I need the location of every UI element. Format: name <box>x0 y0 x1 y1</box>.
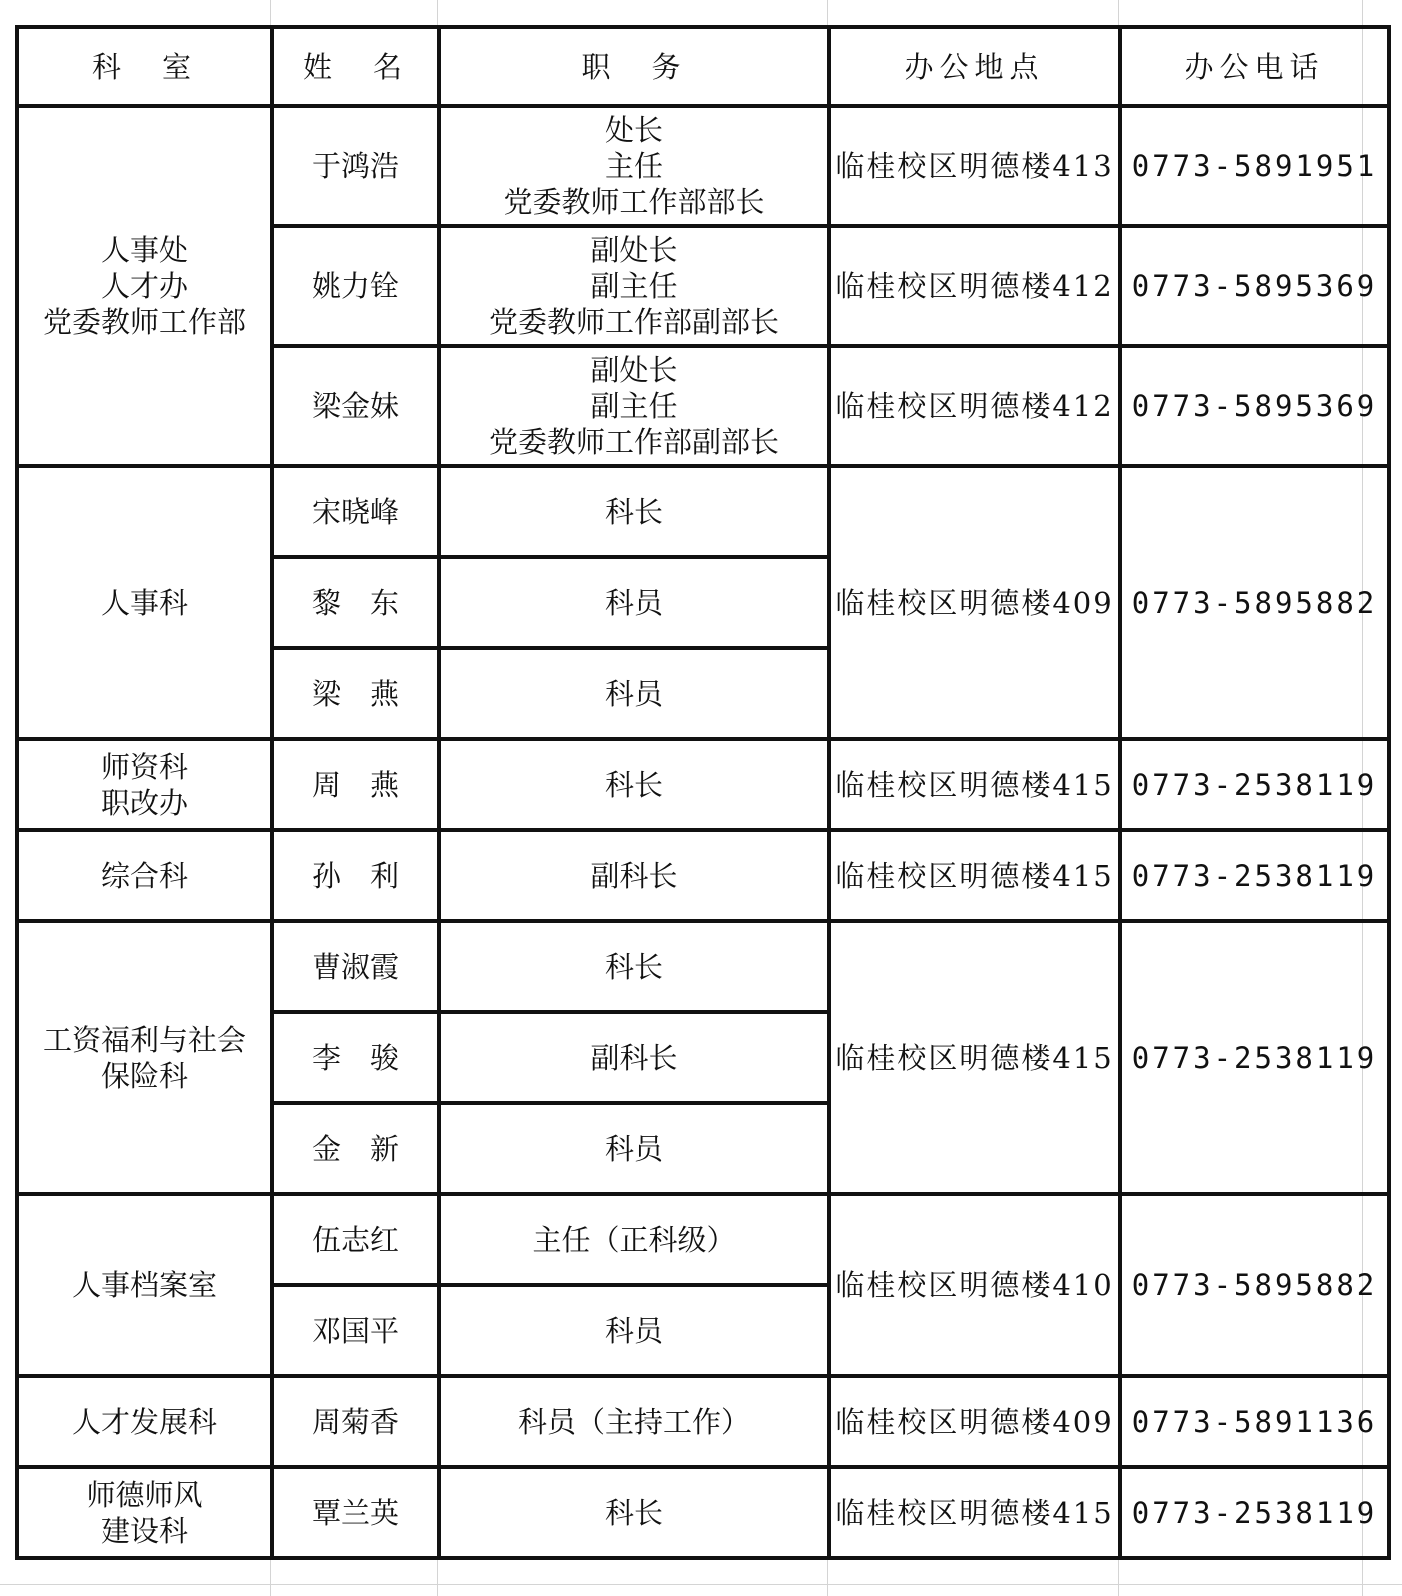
name-cell: 梁金妹 <box>272 346 439 466</box>
position-line: 副主任 <box>590 389 678 423</box>
location-cell: 临桂校区明德楼415 <box>829 921 1120 1194</box>
dept-cell <box>17 830 272 921</box>
table-row <box>17 921 1389 1012</box>
position-line: 副主任 <box>590 269 678 303</box>
name-cell: 覃兰英 <box>272 1467 439 1558</box>
phone-cell: 0773-5895369 <box>1120 226 1389 346</box>
dept-line: 师德师风 <box>86 1477 203 1512</box>
phone-cell: 0773-5891951 <box>1120 106 1389 226</box>
name-cell: 周菊香 <box>272 1376 439 1467</box>
dept-cell <box>17 739 272 830</box>
location-cell: 临桂校区明德楼415 <box>829 739 1120 830</box>
position-cell: 科长 <box>439 739 829 830</box>
dept-line: 师资科 <box>100 749 188 784</box>
phone-cell: 0773-5895882 <box>1120 1194 1389 1376</box>
phone-cell: 0773-5895369 <box>1120 346 1389 466</box>
name-cell: 梁 燕 <box>272 648 439 739</box>
dept-cell <box>17 1376 272 1467</box>
dept-line: 保险科 <box>100 1058 188 1093</box>
name-cell: 周 燕 <box>272 739 439 830</box>
dept-line: 人才发展科 <box>71 1404 217 1439</box>
location-cell: 临桂校区明德楼409 <box>829 466 1120 739</box>
location-cell: 临桂校区明德楼412 <box>829 226 1120 346</box>
position-cell: 科长 <box>439 921 829 1012</box>
dept-line: 人才办 <box>100 269 188 303</box>
name-cell: 金 新 <box>272 1103 439 1194</box>
position-cell: 科员 <box>439 557 829 648</box>
phone-cell: 0773-2538119 <box>1120 830 1389 921</box>
location-cell: 临桂校区明德楼409 <box>829 1376 1120 1467</box>
position-line: 党委教师工作部部长 <box>503 185 765 219</box>
location-cell: 临桂校区明德楼415 <box>829 830 1120 921</box>
position-cell <box>439 106 829 226</box>
position-cell: 科员（主持工作） <box>439 1376 829 1467</box>
header-row <box>17 27 1389 106</box>
position-cell: 科长 <box>439 466 829 557</box>
phone-cell: 0773-2538119 <box>1120 921 1389 1194</box>
position-line: 党委教师工作部副部长 <box>488 305 779 339</box>
header-location: 办公地点 <box>829 27 1120 106</box>
dept-line: 职改办 <box>100 785 188 820</box>
dept-line: 人事处 <box>100 233 188 267</box>
phone-cell: 0773-5895882 <box>1120 466 1389 739</box>
dept-cell <box>17 106 272 466</box>
location-cell: 临桂校区明德楼412 <box>829 346 1120 466</box>
table-row <box>17 1376 1389 1467</box>
phone-cell: 0773-5891136 <box>1120 1376 1389 1467</box>
phone-cell: 0773-2538119 <box>1120 1467 1389 1558</box>
dept-line: 综合科 <box>100 858 188 893</box>
position-line: 主任 <box>604 149 663 183</box>
name-cell: 宋晓峰 <box>272 466 439 557</box>
dept-line: 人事科 <box>100 585 188 620</box>
dept-cell <box>17 1194 272 1376</box>
position-cell: 副科长 <box>439 1012 829 1103</box>
dept-line: 人事档案室 <box>71 1268 217 1302</box>
location-cell: 临桂校区明德楼415 <box>829 1467 1120 1558</box>
name-cell: 李 骏 <box>272 1012 439 1103</box>
dept-cell <box>17 466 272 739</box>
dept-cell <box>17 921 272 1194</box>
position-cell <box>439 226 829 346</box>
position-cell <box>439 346 829 466</box>
position-line: 处长 <box>604 113 663 147</box>
table-row <box>17 739 1389 830</box>
name-cell: 孙 利 <box>272 830 439 921</box>
name-cell: 曹淑霞 <box>272 921 439 1012</box>
position-cell: 主任（正科级） <box>439 1194 829 1285</box>
name-cell: 伍志红 <box>272 1194 439 1285</box>
name-cell: 于鸿浩 <box>272 106 439 226</box>
table-row <box>17 1467 1389 1558</box>
table-row <box>17 1194 1389 1285</box>
location-cell: 临桂校区明德楼410 <box>829 1194 1120 1376</box>
header-phone: 办公电话 <box>1120 27 1389 106</box>
name-cell: 黎 东 <box>272 557 439 648</box>
header-position: 职 务 <box>439 27 829 106</box>
dept-line: 党委教师工作部 <box>42 305 246 339</box>
grid-line <box>0 1584 1402 1585</box>
table-row <box>17 830 1389 921</box>
dept-line: 工资福利与社会 <box>42 1022 246 1057</box>
position-cell: 副科长 <box>439 830 829 921</box>
location-cell: 临桂校区明德楼413 <box>829 106 1120 226</box>
name-cell: 姚力铨 <box>272 226 439 346</box>
table-row <box>17 466 1389 557</box>
position-line: 副处长 <box>590 353 678 387</box>
position-cell: 科长 <box>439 1467 829 1558</box>
phone-cell: 0773-2538119 <box>1120 739 1389 830</box>
position-line: 副处长 <box>590 233 678 267</box>
header-name: 姓 名 <box>272 27 439 106</box>
name-cell: 邓国平 <box>272 1285 439 1376</box>
position-cell: 科员 <box>439 648 829 739</box>
table-row <box>17 106 1389 226</box>
dept-line: 建设科 <box>100 1513 188 1548</box>
header-dept: 科 室 <box>17 27 272 106</box>
position-cell: 科员 <box>439 1103 829 1194</box>
dept-cell <box>17 1467 272 1558</box>
position-cell: 科员 <box>439 1285 829 1376</box>
staff-directory-table <box>15 25 1391 1560</box>
position-line: 党委教师工作部副部长 <box>488 425 779 459</box>
